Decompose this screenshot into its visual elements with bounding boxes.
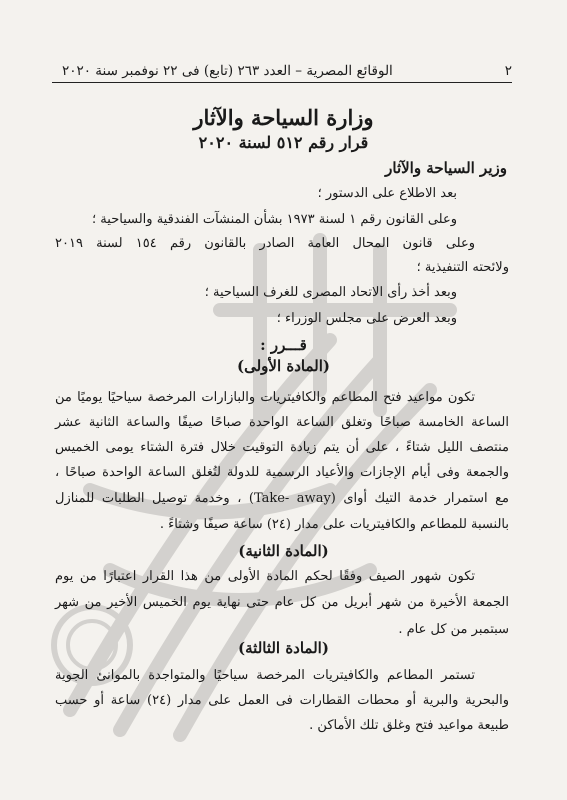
article-2-heading: (المادة الثانية)	[238, 542, 329, 560]
preamble-line: وبعد العرض على مجلس الوزراء ؛	[276, 311, 457, 326]
minister-heading: وزير السياحة والآثار	[385, 159, 507, 177]
article-3-line: تستمر المطاعم والكافيتريات المرخصة سياحيًا والمتواجدة بالموانئ الجوية	[55, 668, 475, 683]
preamble-line: وعلى القانون رقم ١ لسنة ١٩٧٣ بشأن المنشآت الفندقية والسياحية ؛	[92, 212, 457, 227]
article-2-line: سبتمبر من كل عام .	[398, 622, 509, 637]
article-1-line: مع استمرار خدمة التيك أواى (Take- away) ، وخدمة توصيل الطلبات للمنازل	[55, 491, 510, 506]
article-1-line: بالنسبة للمطاعم والكافيتريات على مدار (٢٤) ساعة صيفًا وشتاءً .	[159, 517, 509, 532]
article-1-heading: (المادة الأولى)	[237, 357, 330, 375]
article-1-line: منتصف الليل شتاءً ، على أن يتم زيادة التوقيت خلال فترة الشتاء يومى الخميس	[55, 440, 509, 455]
preamble-line: وعلى قانون المحال العامة الصادر بالقانون رقم ١٥٤ لسنة ٢٠١٩	[55, 236, 475, 251]
article-3-line: والبحرية والبرية أو محطات القطارات فى العمل على مدار (٢٤) ساعة أو حسب	[55, 693, 509, 708]
running-title: الوقائع المصرية – العدد ٢٦٣ (تابع) فى ٢٢ نوفمبر سنة ٢٠٢٠	[62, 63, 393, 79]
article-3-heading: (المادة الثالثة)	[238, 639, 329, 657]
article-1-line: والجمعة وفى أيام الإجازات والأعياد الرسمية للدولة لتُغلق الساعة الواحدة صباحًا ،	[55, 465, 509, 480]
article-2-line: تكون شهور الصيف وفقًا لحكم المادة الأولى من هذا القرار اعتبارًا من يوم	[55, 569, 475, 584]
ministry-title: وزارة السياحة والآثار	[193, 105, 374, 130]
article-1-line: تكون مواعيد فتح المطاعم والكافيتريات والبازارات المرخصة سياحيًا يوميًا من	[55, 390, 475, 405]
article-3-line: طبيعة مواعيد فتح وغلق تلك الأماكن .	[309, 718, 509, 733]
article-1-line: الساعة الخامسة صباحًا وتغلق الساعة الواحدة صباحًا صيفًا والساعة الثانية عشر	[55, 415, 509, 430]
article-2-line: الجمعة الأخيرة من شهر أبريل من كل عام حتى نهاية يوم الخميس الأخير من شهر	[55, 595, 509, 610]
preamble-line: ولائحته التنفيذية ؛	[416, 260, 509, 275]
decides-heading: قـــرر :	[260, 336, 307, 354]
decree-title: قرار رقم ٥١٢ لسنة ٢٠٢٠	[198, 133, 369, 152]
page-number: ٢	[504, 63, 512, 79]
preamble-line: بعد الاطلاع على الدستور ؛	[317, 186, 457, 201]
preamble-line: وبعد أخذ رأى الاتحاد المصرى للغرف السياحية ؛	[204, 285, 457, 300]
running-header	[52, 60, 512, 83]
